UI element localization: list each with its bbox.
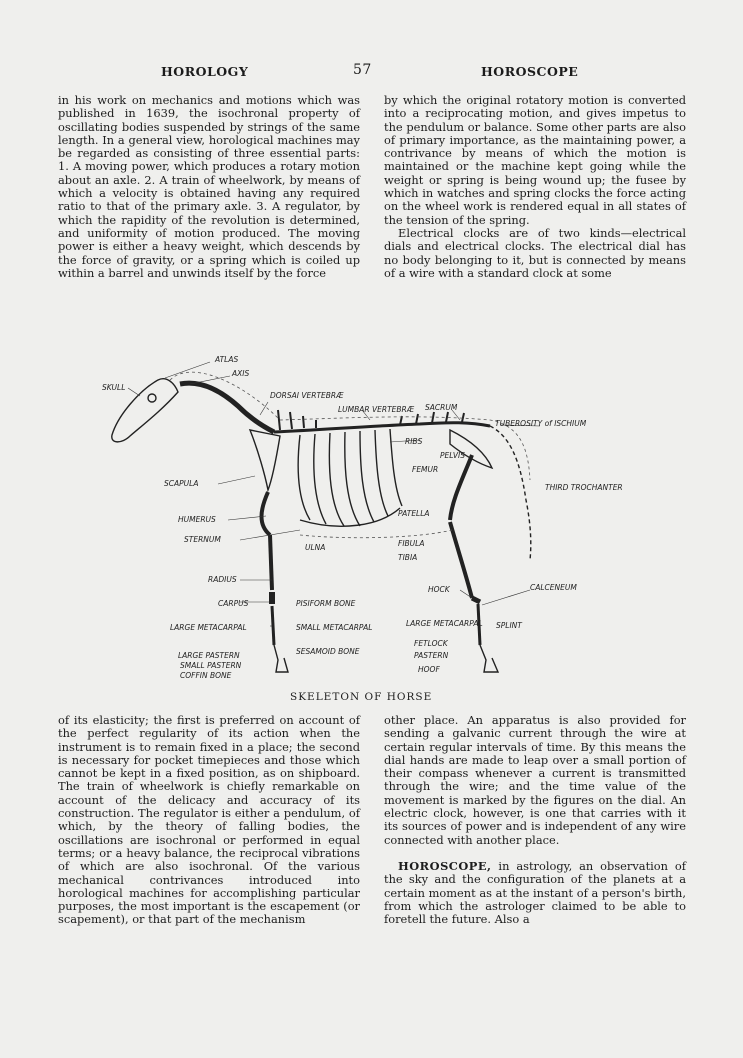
label-dorsal-vertebrae: DORSAI VERTEBRÆ: [270, 391, 344, 400]
label-atlas: ATLAS: [215, 355, 239, 364]
column-top-right: [384, 94, 686, 280]
label-pelvis: PELVIS: [440, 451, 465, 460]
paragraph: other place. An apparatus is also provided for sending a galvanic current through the wire at certain regular intervals of time. By this means the dial hands are made to leap over a small portion of their compass whenever a current is transmitted through the wire; and the time value of the movement is marked by the figures on the dial. An electric clock, however, is one that carries with it its sources of power and is independent of any wire connected with another place.: [384, 713, 686, 847]
label-calceneum: CALCENEUM: [530, 583, 577, 592]
hind-pastern-hoof: [480, 645, 498, 672]
running-head-left: HOROLOGY: [161, 64, 249, 79]
femur-bone: [450, 455, 472, 520]
figure-labels: [102, 355, 623, 680]
label-tibia: TIBIA: [398, 553, 418, 562]
label-ulna: ULNA: [305, 543, 326, 552]
spine: [274, 423, 490, 432]
label-hock: HOCK: [428, 585, 450, 594]
eye-socket: [148, 394, 156, 402]
belly-outline: [300, 530, 452, 538]
horse-skeleton-illustration: [100, 340, 660, 680]
label-radius: RADIUS: [208, 575, 237, 584]
label-humerus: HUMERUS: [178, 515, 216, 524]
scapula-bone: [250, 430, 280, 490]
label-femur: FEMUR: [412, 465, 439, 474]
label-skull: SKULL: [102, 383, 126, 392]
label-ribs: RIBS: [405, 437, 423, 446]
column-bottom-left: [58, 714, 360, 927]
label-hoof: HOOF: [418, 665, 440, 674]
label-small-pastern: SMALL PASTERN: [180, 661, 242, 670]
horse-skeleton-figure: [100, 340, 660, 680]
label-sesamoid-bone: SESAMOID BONE: [296, 647, 360, 656]
label-small-metacarpal: SMALL METACARPAL: [296, 623, 373, 632]
leader-line: [128, 388, 140, 396]
leader-line: [482, 590, 530, 605]
paragraph: by which the original rotatory motion is converted into a reciprocating motion, and gives impetus to the pendulum or balance. Some other parts are also of primary importance, as the maintaining power, a contrivance by means of which the motion is maintained or the machine kept going while the weight or spring is being wound up; the fusee by which in watches and spring clocks the force acting on the wheel work is rendered equal in all states of the tension of the spring.: [384, 93, 686, 227]
column-top-left: [58, 94, 360, 280]
paragraph: Electrical clocks are of two kinds—electrical dials and electrical clocks. The electrical dial has no body belonging to it, but is connected by means of a wire with a standard clock at some: [384, 225, 686, 280]
label-splint: SPLINT: [496, 621, 522, 630]
label-large-metacarpal-hind: LARGE METACARPAL: [406, 619, 483, 628]
entry-text: in astrology, an observation of the sky and the configuration of the planets at a certain moment as at the instant of a person's birth, from which the astrologer claimed to be able to foretell the future. Also a: [384, 858, 686, 927]
tail-vertebrae: [490, 426, 531, 560]
column-bottom-right: [384, 714, 686, 926]
label-sternum: STERNUM: [184, 535, 221, 544]
label-pastern: PASTERN: [414, 651, 449, 660]
paragraph: in his work on mechanics and motions which was published in 1639, the isochronal property of oscillating bodies suspended by strings of the same length. In a general view, horological machines may be regarded as consisting of three essential parts: 1. A moving power, which produces a rotary motion about an axle. 2. A train of wheelwork, by means of which a velocity is obtained having any required ratio to that of the primary axle. 3. A regulator, by which the rapidity of the revolution is determined, and uniformity of motion produced. The moving power is either a heavy weight, which descends by the force of gravity, or a spring which is coiled up within a barrel and unwinds itself by the force: [58, 93, 360, 280]
radius-bone: [270, 535, 272, 590]
label-axis: AXIS: [232, 369, 250, 378]
label-third-trochanter: THIRD TROCHANTER: [545, 483, 623, 492]
tibia-bone: [450, 522, 472, 598]
figure-caption: SKELETON OF HORSE: [290, 691, 433, 703]
leader-line: [260, 402, 268, 415]
leader-line: [165, 362, 210, 378]
label-sacrum: SACRUM: [425, 403, 458, 412]
metacarpal-bone: [272, 606, 274, 645]
cervical-vertebrae: [180, 383, 274, 432]
label-large-metacarpal: LARGE METACARPAL: [170, 623, 247, 632]
label-large-pastern: LARGE PASTERN: [178, 651, 240, 660]
label-fibula: FIBULA: [398, 539, 425, 548]
body-outline: [170, 372, 530, 480]
rib-cage: [298, 429, 402, 526]
leader-line: [218, 476, 255, 484]
running-head-right: HOROSCOPE: [481, 64, 579, 79]
entry-headword: HOROSCOPE,: [398, 858, 492, 873]
humerus-bone: [262, 492, 271, 535]
label-carpus: CARPUS: [218, 599, 249, 608]
label-fetlock: FETLOCK: [414, 639, 448, 648]
leader-line: [190, 376, 230, 384]
page-number: 57: [353, 62, 372, 78]
label-pisiform-bone: PISIFORM BONE: [296, 599, 356, 608]
label-scapula: SCAPULA: [164, 479, 199, 488]
label-patella: PATELLA: [398, 509, 430, 518]
label-coffin-bone: COFFIN BONE: [180, 671, 232, 680]
fore-pastern-hoof: [274, 645, 288, 672]
label-tuberosity-of-ischium: TUBEROSITY of ISCHIUM: [495, 419, 587, 428]
paragraph: of its elasticity; the first is preferred on account of the perfect regularity of its action when the instrument is to remain fixed in a place; the second is necessary for pocket timepieces and those which cannot be kept in a fixed position, as on shipboard. The train of wheelwork is chiefly remarkable on account of the delicacy and accuracy of its construction. The regulator is either a pendulum, of which, by the theory of falling bodies, the oscillations are isochronal or performed in equal terms; or a heavy balance, the reciprocal vibrations of which are also isochronal. Of the various mechanical contrivances introduced into horological machines for accomplishing particular purposes, the most important is the escapement (or scapement), or that part of the mechanism: [58, 713, 360, 927]
hock-bone: [472, 598, 480, 602]
label-lumbar-vertebrae: LUMBAR VERTEBRÆ: [338, 405, 415, 414]
dictionary-entry: [384, 860, 686, 926]
